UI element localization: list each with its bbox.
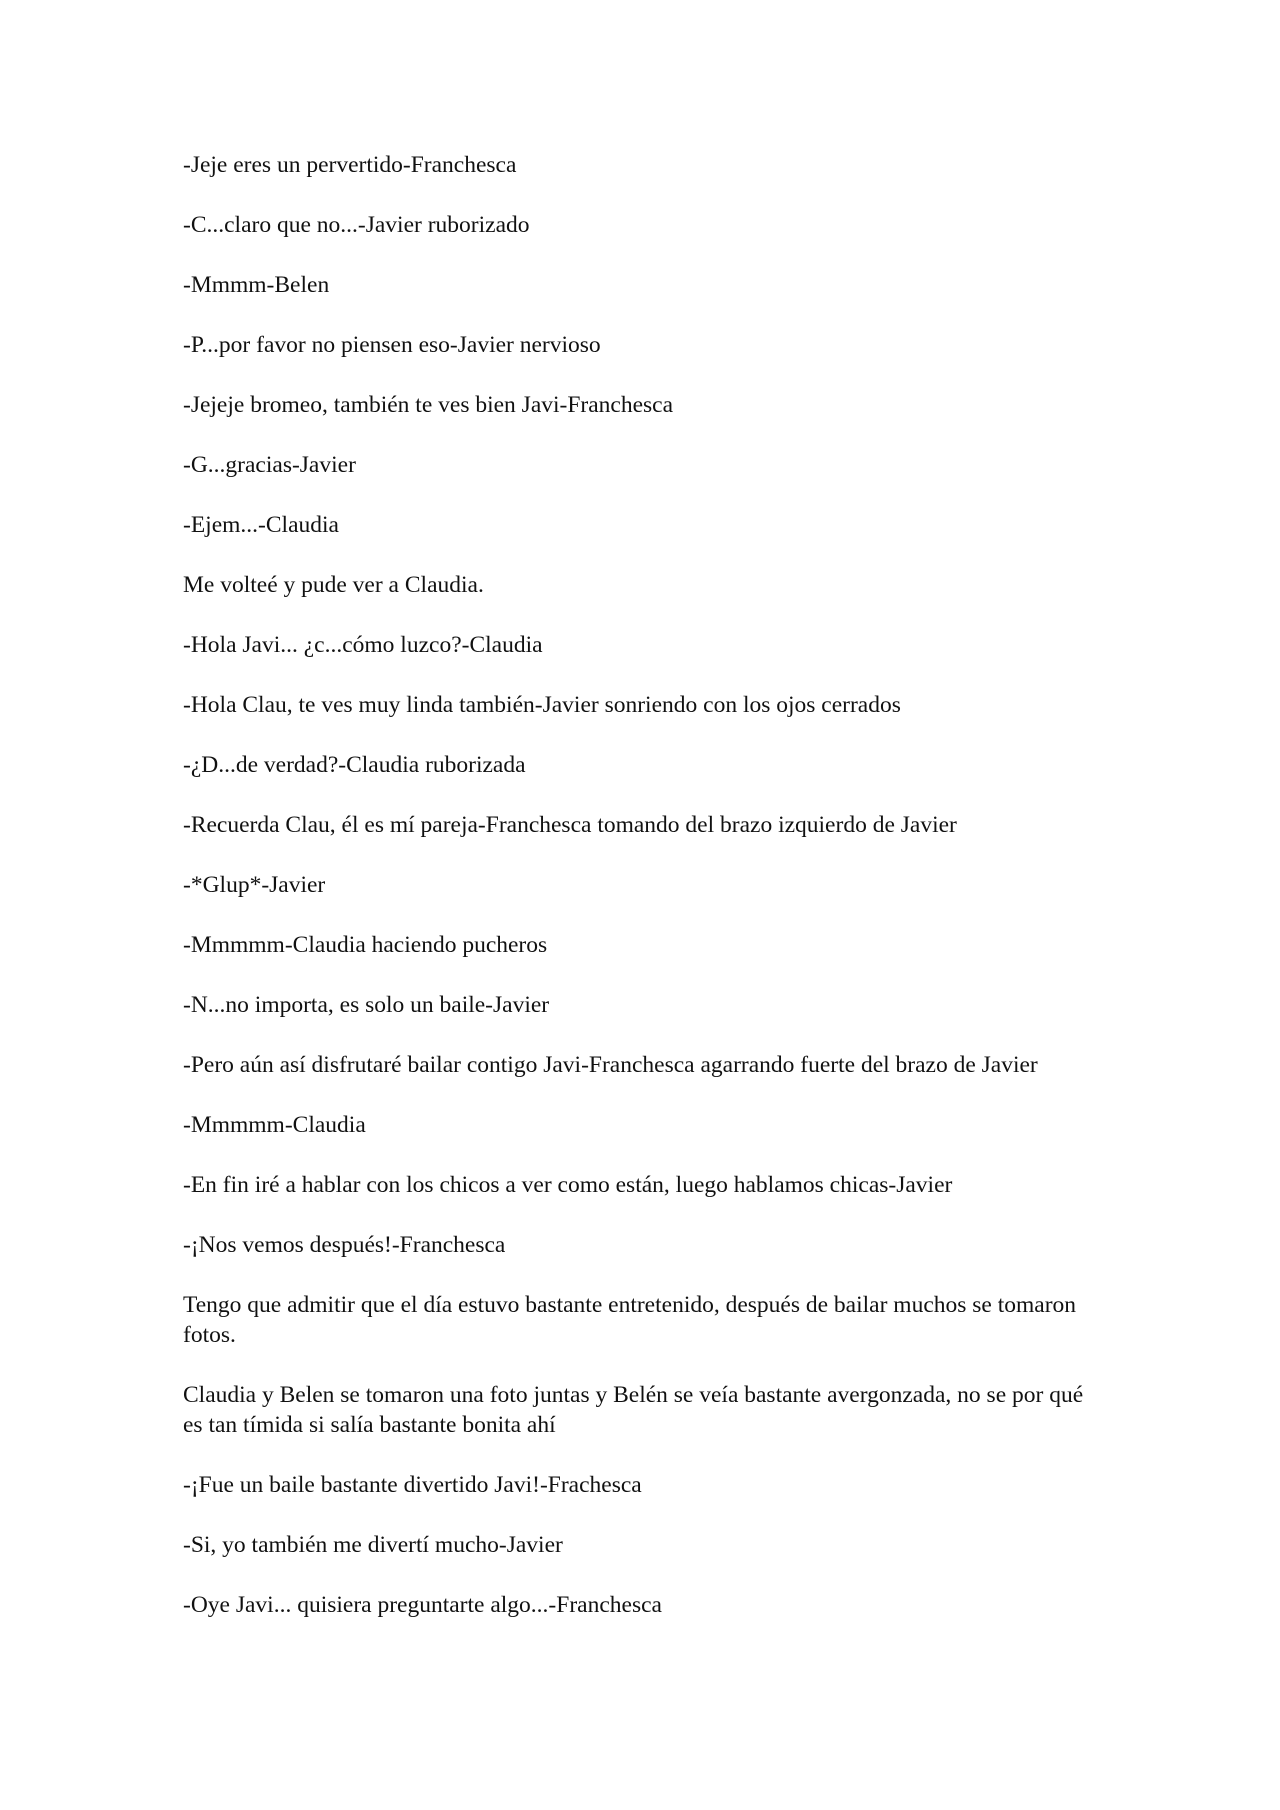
paragraph: -¿D...de verdad?-Claudia ruborizada: [183, 752, 526, 778]
paragraph: -Ejem...-Claudia: [183, 512, 339, 538]
paragraph: -Jeje eres un pervertido-Franchesca: [183, 152, 517, 178]
paragraph: -Mmmmm-Claudia: [183, 1112, 366, 1138]
paragraph: -P...por favor no piensen eso-Javier nervioso: [183, 332, 601, 358]
paragraph: -Jejeje bromeo, también te ves bien Javi-Franchesca: [183, 392, 674, 418]
paragraph: -¡Nos vemos después!-Franchesca: [183, 1232, 506, 1258]
paragraph: -Hola Clau, te ves muy linda también-Javier sonriendo con los ojos cerrados: [183, 692, 901, 718]
paragraph: -Mmmm-Belen: [183, 272, 330, 298]
paragraph: -Si, yo también me divertí mucho-Javier: [183, 1532, 563, 1558]
paragraph: -G...gracias-Javier: [183, 452, 356, 478]
paragraph: -Oye Javi... quisiera preguntarte algo...-Franchesca: [183, 1592, 662, 1618]
paragraph: Tengo que admitir que el día estuvo bastante entretenido, después de bailar muchos se tomaron fotos.: [183, 1292, 1077, 1348]
document-body: [183, 150, 1103, 1650]
paragraph: -¡Fue un baile bastante divertido Javi!-Frachesca: [183, 1472, 642, 1498]
paragraph: -N...no importa, es solo un baile-Javier: [183, 992, 550, 1018]
paragraph: Me volteé y pude ver a Claudia.: [183, 572, 484, 598]
paragraph: -Hola Javi... ¿c...cómo luzco?-Claudia: [183, 632, 543, 658]
paragraph: -En fin iré a hablar con los chicos a ver como están, luego hablamos chicas-Javier: [183, 1172, 953, 1198]
paragraph: -C...claro que no...-Javier ruborizado: [183, 212, 530, 238]
paragraph: -Recuerda Clau, él es mí pareja-Franchesca tomando del brazo izquierdo de Javier: [183, 812, 957, 838]
paragraph: -Mmmmm-Claudia haciendo pucheros: [183, 932, 548, 958]
paragraph: Claudia y Belen se tomaron una foto juntas y Belén se veía bastante avergonzada, no se por qué es tan tímida si salía bastante bonita ahí: [183, 1382, 1084, 1438]
paragraph: -*Glup*-Javier: [183, 872, 326, 898]
paragraph: -Pero aún así disfrutaré bailar contigo Javi-Franchesca agarrando fuerte del brazo de Javier: [183, 1052, 1038, 1078]
